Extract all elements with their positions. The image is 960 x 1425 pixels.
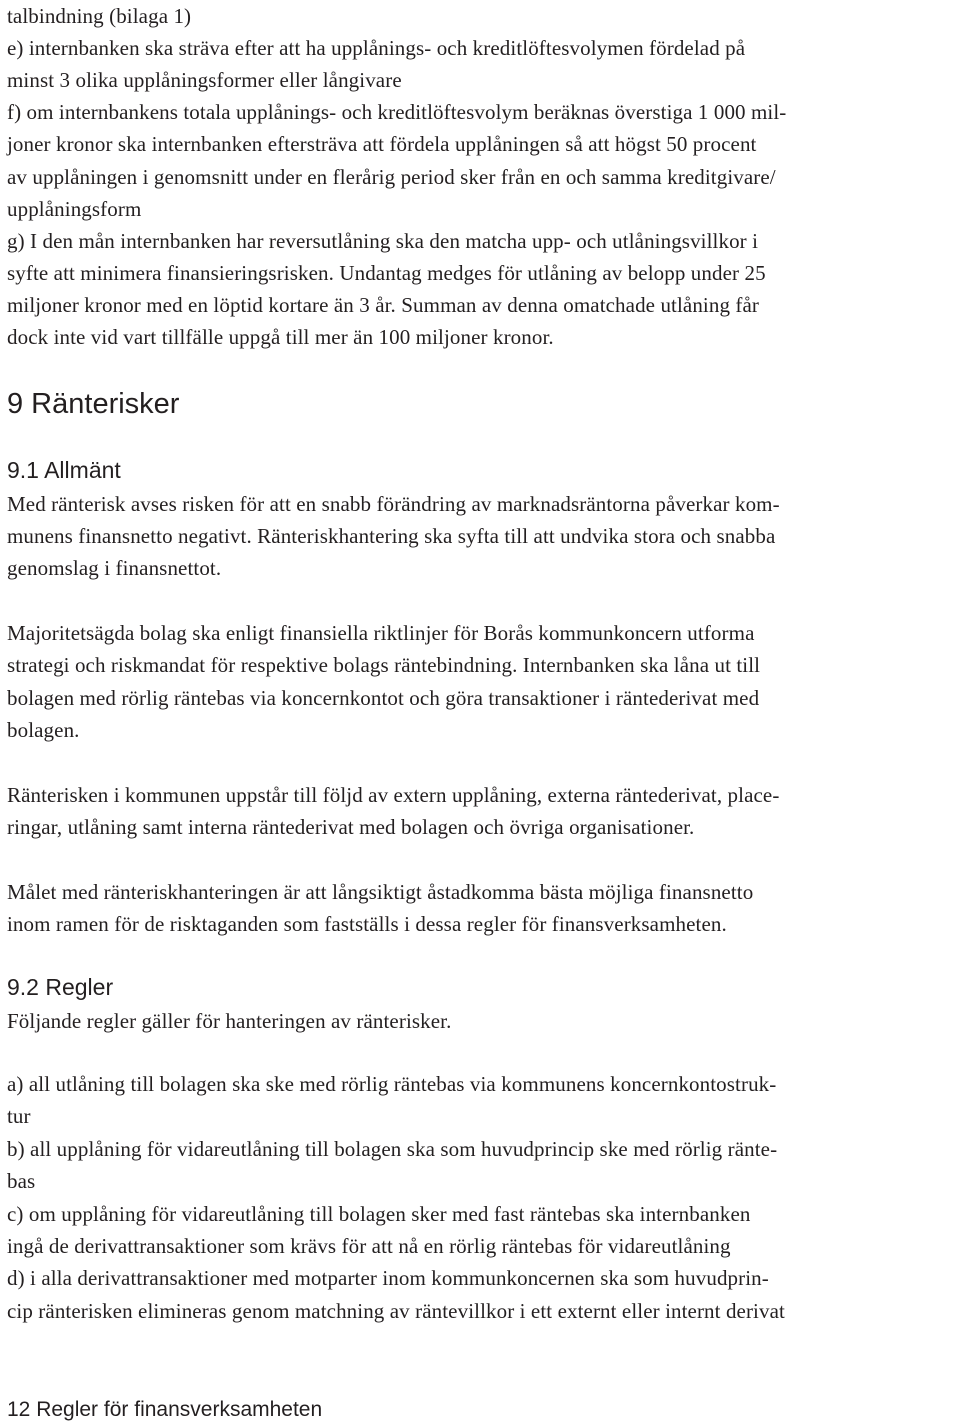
text-line: upplåningsform: [7, 197, 142, 221]
text-line: bolagen med rörlig räntebas via koncernkontot och göra transaktioner i räntederivat med: [7, 686, 760, 710]
text-line: Målet med ränteriskhanteringen är att långsiktigt åstadkomma bästa möjliga finansnetto: [7, 880, 754, 904]
text-line: av upplåningen i genomsnitt under en flerårig period sker från en och samma kreditgivare/: [7, 165, 776, 189]
text-line: c) om upplåning för vidareutlåning till bolagen sker med fast räntebas ska internbanken: [7, 1202, 751, 1226]
text-line: syfte att minimera finansieringsrisken. Undantag medges för utlåning av belopp under 25: [7, 261, 766, 285]
text-line: a) all utlåning till bolagen ska ske med rörlig räntebas via kommunens koncernkontostruk-: [7, 1072, 777, 1096]
text-line: Med ränterisk avses risken för att en snabb förändring av marknadsräntorna påverkar kom-: [7, 492, 780, 516]
section-heading: 9 Ränterisker: [7, 388, 180, 420]
subsection-heading: 9.1 Allmänt: [7, 457, 121, 483]
text-line: b) all upplåning för vidareutlåning till bolagen ska som huvudprincip ske med rörlig ränte-: [7, 1137, 778, 1161]
text-line: d) i alla derivattransaktioner med motparter inom kommunkoncernen ska som huvudprin-: [7, 1266, 769, 1290]
text-line: f) om internbankens totala upplånings- och kreditlöftesvolym beräknas överstiga 1 000 mil-: [7, 100, 787, 124]
text-line: Följande regler gäller för hanteringen av ränterisker.: [7, 1009, 452, 1033]
text-line: minst 3 olika upplåningsformer eller långivare: [7, 68, 402, 92]
text-line: tur: [7, 1104, 31, 1128]
page-footer: 12 Regler för finansverksamheten: [7, 1398, 323, 1421]
text-line: bas: [7, 1169, 36, 1193]
text-line: g) I den mån internbanken har reversutlåning ska den matcha upp- och utlåningsvillkor i: [7, 229, 759, 253]
text-line: e) internbanken ska sträva efter att ha upplånings- och kreditlöftesvolymen fördelad på: [7, 36, 746, 60]
text-line: joner kronor ska internbanken eftersträva att fördela upplåningen så att högst 50 procent: [7, 132, 757, 156]
text-line: bolagen.: [7, 718, 80, 742]
text-line: ingå de derivattransaktioner som krävs för att nå en rörlig räntebas för vidareutlåning: [7, 1234, 731, 1258]
text-line: dock inte vid vart tillfälle uppgå till mer än 100 miljoner kronor.: [7, 325, 554, 349]
text-line: miljoner kronor med en löptid kortare än 3 år. Summan av denna omatchade utlåning får: [7, 293, 760, 317]
text-line: genomslag i finansnettot.: [7, 556, 222, 580]
text-line: munens finansnetto negativt. Ränteriskhantering ska syfta till att undvika stora och snabba: [7, 524, 776, 548]
text-line: Majoritetsägda bolag ska enligt finansiella riktlinjer för Borås kommunkoncern utforma: [7, 621, 755, 645]
subsection-heading: 9.2 Regler: [7, 974, 114, 1000]
text-line: Ränterisken i kommunen uppstår till följd av extern upplåning, externa räntederivat, place-: [7, 783, 780, 807]
text-line: talbindning (bilaga 1): [7, 4, 192, 28]
text-line: inom ramen för de risktaganden som fastställs i dessa regler för finansverksamheten.: [7, 912, 727, 936]
text-line: strategi och riskmandat för respektive bolags räntebindning. Internbanken ska låna ut till: [7, 653, 761, 677]
text-line: ringar, utlåning samt interna räntederivat med bolagen och övriga organisationer.: [7, 815, 695, 839]
text-line: cip ränterisken elimineras genom matchning av räntevillkor i ett externt eller internt derivat: [7, 1299, 785, 1323]
